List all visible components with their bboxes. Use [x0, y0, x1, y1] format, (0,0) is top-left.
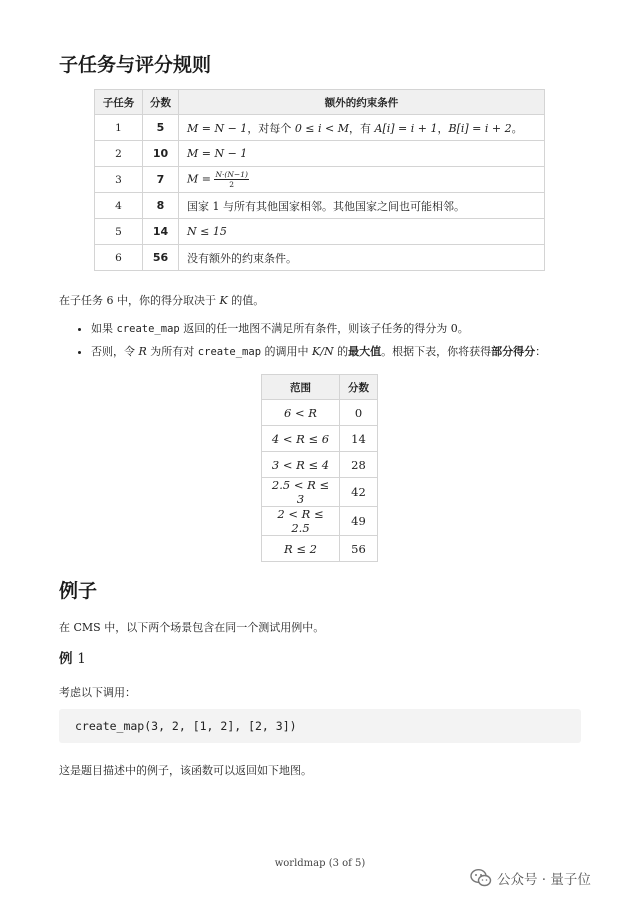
score-cell: 49 — [340, 507, 378, 536]
range-cell: 2.5 < R ≤ 3 — [262, 478, 340, 507]
subtask-id: 5 — [95, 219, 143, 245]
math-number: 0 — [450, 322, 458, 335]
table-row — [95, 141, 545, 167]
text: 的 — [337, 345, 349, 358]
score-cell: 56 — [340, 536, 378, 562]
bold-text: 最大值 — [348, 345, 382, 358]
header-constraints: 额外的约束条件 — [179, 90, 545, 115]
text: 。根据下表，你将获得 — [381, 345, 492, 358]
header-subtask: 子任务 — [95, 90, 143, 115]
math-number: 1 — [212, 199, 220, 213]
subtask-score: 5 — [143, 115, 179, 141]
watermark-text: 公众号 · 量子位 — [497, 872, 591, 888]
table-row — [95, 219, 545, 245]
math-expr: K/N — [312, 345, 334, 358]
range-cell: 4 < R ≤ 6 — [262, 426, 340, 452]
score-cell: 28 — [340, 452, 378, 478]
range-cell: 6 < R — [262, 400, 340, 426]
math-var: R — [138, 345, 147, 358]
table-row — [95, 115, 545, 141]
text: 的调用中 — [264, 345, 309, 358]
math-expr: M = — [187, 172, 211, 186]
subtask-constraint — [179, 167, 545, 193]
bold-text: 部分得分 — [491, 345, 536, 358]
table-row — [95, 245, 545, 271]
text: 国家 — [187, 199, 209, 213]
inline-code: create_map — [116, 323, 180, 335]
subtask-id: 6 — [95, 245, 143, 271]
math-expr: N ≤ 15 — [187, 225, 227, 238]
math-expr: A[i] = i + 1 — [374, 121, 438, 135]
text: 否则，令 — [91, 345, 135, 358]
text: 为所有对 — [150, 345, 195, 358]
subtask-score: 10 — [143, 141, 179, 167]
range-cell: 2 < R ≤ 2.5 — [262, 507, 340, 536]
math-var: K — [219, 294, 228, 307]
score-cell: 14 — [340, 426, 378, 452]
consider-paragraph: 考虑以下调用： — [59, 686, 136, 699]
subtask-score: 14 — [143, 219, 179, 245]
text: ，有 — [349, 121, 372, 135]
subtask-score: 56 — [143, 245, 179, 271]
text: 在子任务 6 中，你的得分取决于 — [59, 294, 216, 307]
example-label: 例 — [59, 651, 73, 667]
list-item — [91, 343, 546, 359]
subtask-id: 1 — [95, 115, 143, 141]
section-title-subtasks: 子任务与评分规则 — [59, 54, 212, 76]
range-cell: 3 < R ≤ 4 — [262, 452, 340, 478]
math-expr: M = N − 1 — [187, 121, 248, 135]
table-row — [262, 426, 378, 452]
subtask-score: 8 — [143, 193, 179, 219]
list-item — [91, 320, 546, 336]
text: 返回的任一地图不满足所有条件，则该子任务的得分为 — [183, 322, 448, 335]
subtask-id: 3 — [95, 167, 143, 193]
range-header-row — [262, 375, 378, 400]
example-number: 1 — [77, 651, 86, 667]
subtask-constraint — [179, 115, 545, 141]
intro-paragraph — [59, 292, 264, 308]
subtasks-table — [94, 89, 545, 271]
header-score: 分数 — [340, 375, 378, 400]
table-row — [262, 478, 378, 507]
wechat-icon — [470, 868, 492, 888]
scoring-list — [59, 320, 546, 366]
math-expr: M = N − 1 — [187, 147, 248, 160]
math-expr: 0 ≤ i < M — [294, 121, 350, 135]
table-row — [95, 167, 545, 193]
subtask-constraint — [179, 193, 545, 219]
score-cell: 42 — [340, 478, 378, 507]
subtask-score: 7 — [143, 167, 179, 193]
cms-paragraph: 在 CMS 中，以下两个场景包含在同一个测试用例中。 — [59, 621, 325, 634]
text: 如果 — [91, 322, 113, 335]
text: ： — [535, 345, 547, 358]
fraction-numerator: N·(N−1) — [215, 170, 248, 179]
text: ，对每个 — [247, 121, 292, 135]
example-heading — [59, 647, 86, 667]
table-row — [262, 452, 378, 478]
fraction-denominator: 2 — [229, 180, 235, 189]
watermark — [470, 866, 591, 890]
after-code-paragraph: 这是题目描述中的例子，该函数可以返回如下地图。 — [59, 764, 312, 777]
table-row — [262, 507, 378, 536]
subtask-constraint — [179, 219, 545, 245]
score-cell: 0 — [340, 400, 378, 426]
math-expr: B[i] = i + 2 — [448, 121, 512, 135]
fraction — [214, 170, 248, 189]
section-title-examples: 例子 — [59, 580, 98, 602]
subtask-id: 4 — [95, 193, 143, 219]
text: 。 — [511, 121, 523, 135]
subtask-id: 2 — [95, 141, 143, 167]
header-range: 范围 — [262, 375, 340, 400]
table-row — [262, 536, 378, 562]
code-block: create_map(3, 2, [1, 2], [2, 3]) — [59, 709, 581, 743]
subtask-constraint — [179, 141, 545, 167]
range-score-table — [261, 374, 378, 562]
page-footer: worldmap (3 of 5) — [274, 858, 366, 869]
table-row — [95, 193, 545, 219]
text: 。 — [457, 322, 469, 335]
subtasks-header-row — [95, 90, 545, 115]
subtask-constraint: 没有额外的约束条件。 — [179, 245, 545, 271]
header-score: 分数 — [143, 90, 179, 115]
inline-code: create_map — [197, 346, 262, 358]
text: 的值。 — [231, 294, 265, 307]
table-row — [262, 400, 378, 426]
text: ， — [437, 121, 449, 135]
text: 与所有其他国家相邻。其他国家之间也可能相邻。 — [223, 199, 465, 213]
range-cell: R ≤ 2 — [262, 536, 340, 562]
